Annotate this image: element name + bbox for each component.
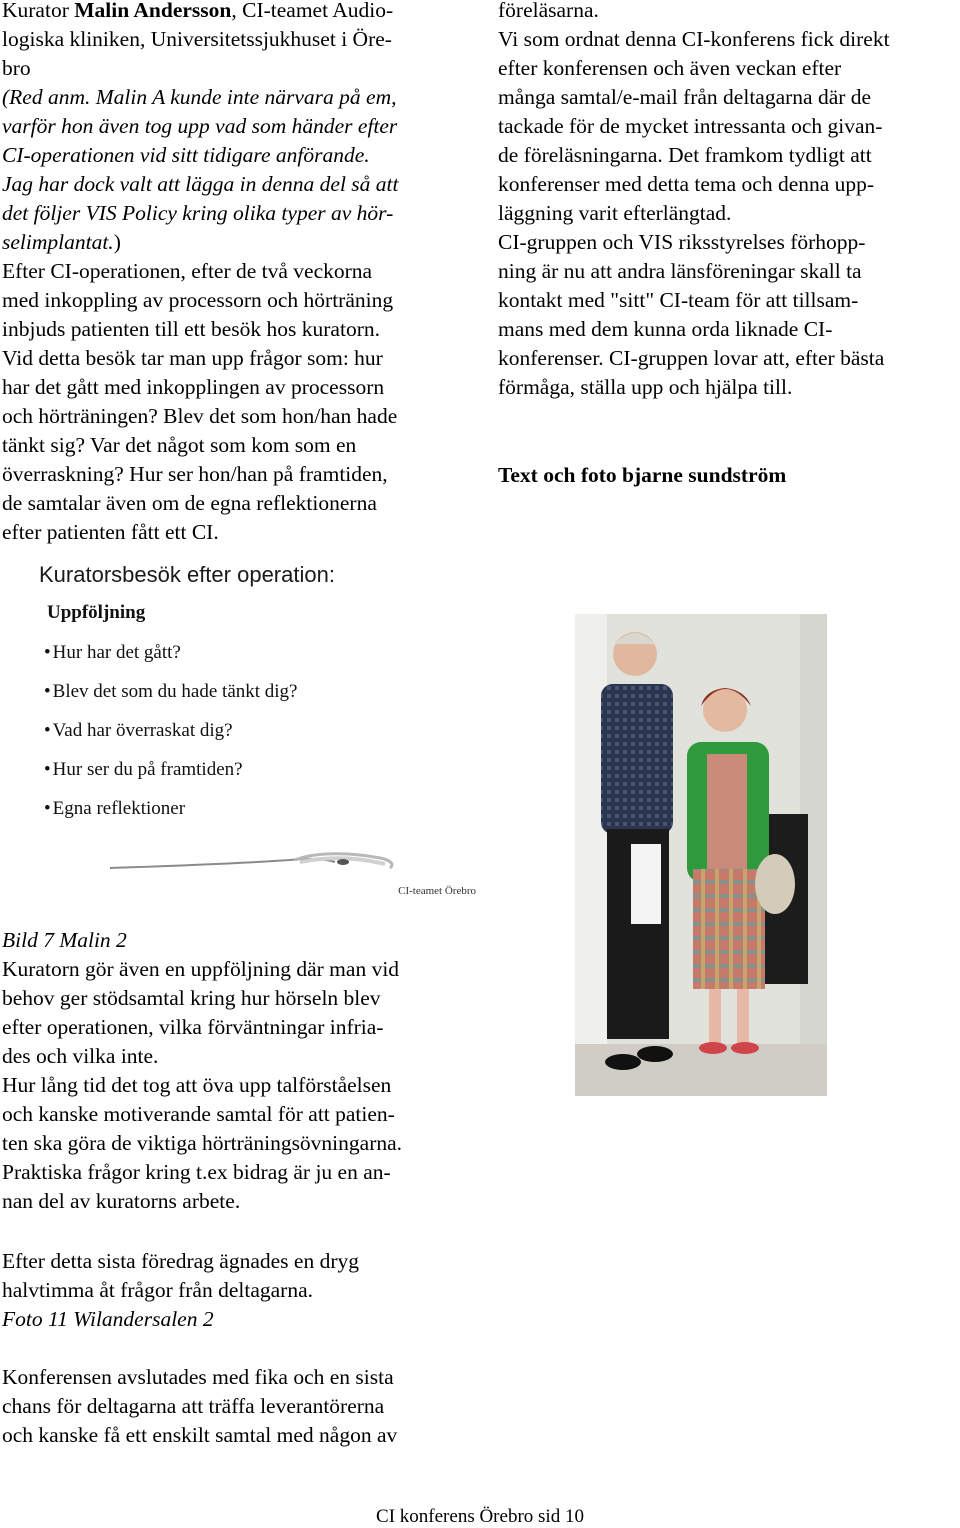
- right-paragraph: [498, 0, 890, 402]
- editor-note: [2, 83, 399, 257]
- body-line: föreläsarna.: [498, 0, 599, 22]
- body-paragraph-closing: [2, 1363, 397, 1450]
- speaker-name: Malin Andersson: [74, 0, 232, 22]
- slide-bullet: • Hur har det gått?: [44, 640, 298, 679]
- editor-note-line: varför hon även tog upp vad som händer efter: [2, 114, 398, 138]
- cochlear-implant-electrode-graphic: [110, 850, 400, 880]
- body-line: CI-gruppen och VIS riksstyrelses förhopp-: [498, 230, 866, 254]
- intro-paragraph: Kurator Malin Andersson, CI-teamet Audio- logiska kliniken, Universitetssjukhuset i Öre- bro: [2, 0, 393, 83]
- body-line: efter konferensen och även veckan efter: [498, 56, 842, 80]
- body-line: många samtal/e-mail från deltagarna där de: [498, 85, 872, 109]
- body-line: ning är nu att andra länsföreningar skall ta: [498, 259, 862, 283]
- body-line: de samtalar även om de egna reflektionerna: [2, 491, 377, 515]
- body-line: läggning varit efterlängtad.: [498, 201, 732, 225]
- body-line: de föreläsningarna. Det framkom tydligt att: [498, 143, 872, 167]
- body-paragraph-support: [2, 955, 402, 1216]
- body-line: och kanske få ett enskilt samtal med någon av: [2, 1423, 398, 1447]
- slide-credit: CI-teamet Örebro: [398, 885, 476, 897]
- slide-bullet: • Vad har överraskat dig?: [44, 718, 298, 757]
- body-paragraph-questions: [2, 1247, 359, 1334]
- page-footer: CI konferens Örebro sid 10: [376, 1506, 584, 1527]
- body-line: Efter detta sista föredrag ägnades en dryg: [2, 1249, 359, 1273]
- body-line: mans med dem kunna orda liknade CI-: [498, 317, 833, 341]
- body-line: behov ger stödsamtal kring hur hörseln blev: [2, 986, 381, 1010]
- body-line: med inkoppling av processorn och hörträning: [2, 288, 394, 312]
- intro-line-3: bro: [2, 56, 31, 80]
- slide-bullet-list: [44, 640, 298, 835]
- photo-two-people: [575, 614, 827, 1096]
- body-line: och hörträningen? Blev det som hon/han hade: [2, 404, 398, 428]
- body-line: efter operationen, vilka förväntningar infria-: [2, 1015, 384, 1039]
- body-line: Efter CI-operationen, efter de två veckorna: [2, 259, 373, 283]
- body-line: ten ska göra de viktiga hörträningsövningarna.: [2, 1131, 403, 1155]
- body-line: och kanske motiverande samtal för att patien-: [2, 1102, 395, 1126]
- caption-bild-7: Bild 7 Malin 2: [2, 928, 127, 952]
- body-line: Konferensen avslutades med fika och en sista: [2, 1365, 394, 1389]
- body-line: förmåga, ställa upp och hjälpa till.: [498, 375, 793, 399]
- body-line: Praktiska frågor kring t.ex bidrag är ju en an-: [2, 1160, 391, 1184]
- body-line: har det gått med inkopplingen av processorn: [2, 375, 385, 399]
- presentation-slide-image: [30, 560, 490, 905]
- body-line: tackade för de mycket intressanta och givan-: [498, 114, 883, 138]
- slide-title: Kuratorsbesök efter operation:: [39, 562, 335, 587]
- body-line: nan del av kuratorns arbete.: [2, 1189, 241, 1213]
- body-line: des och vilka inte.: [2, 1044, 159, 1068]
- slide-subtitle: Uppföljning: [47, 602, 146, 623]
- body-line: halvtimma åt frågor från deltagarna.: [2, 1278, 314, 1302]
- body-line: Vid detta besök tar man upp frågor som: hur: [2, 346, 383, 370]
- editor-note-close: ): [113, 230, 121, 254]
- body-line: efter patienten fått ett CI.: [2, 520, 219, 544]
- photo-illustration: [575, 614, 827, 1096]
- body-line: överraskning? Hur ser hon/han på framtiden,: [2, 462, 388, 486]
- slide-bullet: • Egna reflektioner: [44, 796, 298, 835]
- slide-bullet: • Blev det som du hade tänkt dig?: [44, 679, 298, 718]
- author-credit: Text och foto bjarne sundström: [498, 463, 787, 487]
- body-paragraph-followup: [2, 257, 397, 547]
- body-line: inbjuds patienten till ett besök hos kuratorn.: [2, 317, 380, 341]
- body-line: chans för deltagarna att träffa leverantörerna: [2, 1394, 385, 1418]
- slide-bullet: • Hur ser du på framtiden?: [44, 757, 298, 796]
- body-line: Hur lång tid det tog att öva upp talförståelsen: [2, 1073, 392, 1097]
- intro-line-1-rest: , CI-teamet Audio-: [231, 0, 394, 22]
- editor-note-line: det följer VIS Policy kring olika typer av hör-: [2, 201, 394, 225]
- body-line: Vi som ordnat denna CI-konferens fick direkt: [498, 27, 890, 51]
- editor-note-line: (Red anm. Malin A kunde inte närvara på em,: [2, 85, 397, 109]
- editor-note-line: Jag har dock valt att lägga in denna del så att: [2, 172, 399, 196]
- body-line: konferenser. CI-gruppen lovar att, efter bästa: [498, 346, 885, 370]
- body-line: konferenser med detta tema och denna upp-: [498, 172, 875, 196]
- body-line: tänkt sig? Var det något som kom som en: [2, 433, 357, 457]
- editor-note-line: selimplantat.: [2, 230, 114, 254]
- caption-foto-11: Foto 11 Wilandersalen 2: [2, 1307, 214, 1331]
- body-line: Kuratorn gör även en uppföljning där man vid: [2, 957, 400, 981]
- editor-note-line: CI-operationen vid sitt tidigare anförande.: [2, 143, 370, 167]
- intro-line-2: logiska kliniken, Universitetssjukhuset i Öre-: [2, 27, 392, 51]
- body-line: kontakt med "sitt" CI-team för att tillsam-: [498, 288, 859, 312]
